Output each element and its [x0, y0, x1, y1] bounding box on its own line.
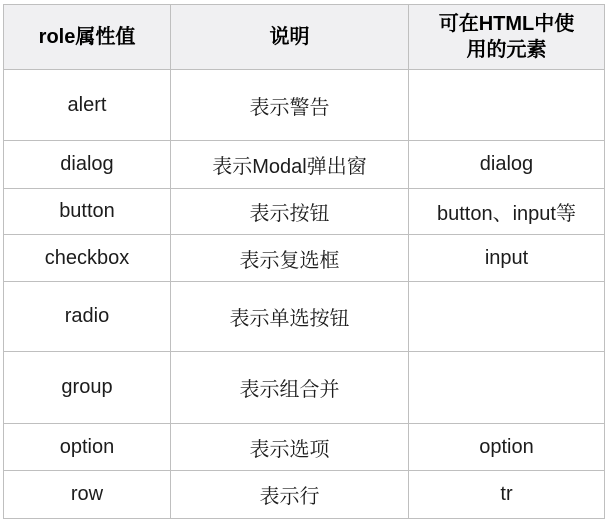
role-cell: checkbox	[4, 235, 171, 282]
role-cell: radio	[4, 282, 171, 352]
elements-cell: dialog	[409, 141, 605, 189]
description-cell: 表示警告	[171, 70, 409, 141]
role-cell: option	[4, 424, 171, 471]
column-header-description: 说明	[171, 5, 409, 70]
column-header-role: role属性值	[4, 5, 171, 70]
table-row	[4, 282, 605, 352]
description-cell: 表示复选框	[171, 235, 409, 282]
description-cell: 表示按钮	[171, 189, 409, 235]
table-row	[4, 189, 605, 235]
roles-table-container	[3, 4, 605, 519]
elements-cell: option	[409, 424, 605, 471]
table-row	[4, 352, 605, 424]
role-cell: alert	[4, 70, 171, 141]
header-row	[4, 5, 605, 70]
table-body	[4, 70, 605, 519]
role-cell: row	[4, 471, 171, 519]
table-row	[4, 424, 605, 471]
description-cell: 表示单选按钮	[171, 282, 409, 352]
elements-cell: input	[409, 235, 605, 282]
elements-cell: button、input等	[409, 189, 605, 235]
elements-cell	[409, 282, 605, 352]
role-cell: dialog	[4, 141, 171, 189]
elements-cell	[409, 70, 605, 141]
role-cell: group	[4, 352, 171, 424]
table-row	[4, 235, 605, 282]
elements-cell: tr	[409, 471, 605, 519]
aria-roles-table	[3, 4, 605, 519]
table-row	[4, 70, 605, 141]
description-cell: 表示选项	[171, 424, 409, 471]
role-cell: button	[4, 189, 171, 235]
table-row	[4, 141, 605, 189]
description-cell: 表示Modal弹出窗	[171, 141, 409, 189]
description-cell: 表示组合并	[171, 352, 409, 424]
elements-cell	[409, 352, 605, 424]
description-cell: 表示行	[171, 471, 409, 519]
column-header-elements: 可在HTML中使用的元素	[409, 5, 605, 70]
table-row	[4, 471, 605, 519]
